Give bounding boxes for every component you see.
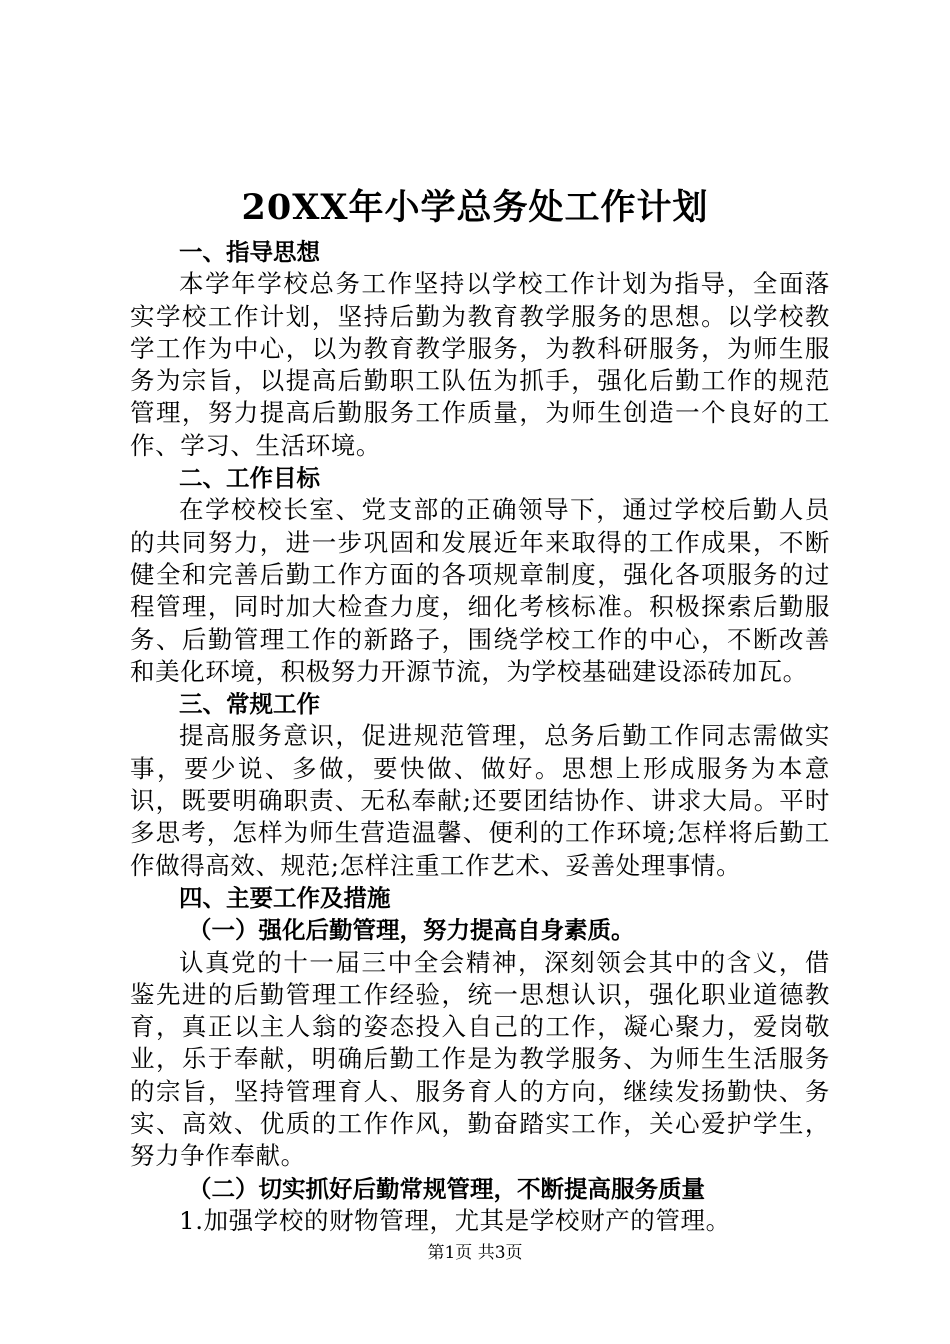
subsection-heading-2: （二）切实抓好后勤常规管理，不断提高服务质量 bbox=[188, 1174, 705, 1203]
list-item-1: 1.加强学校的财物管理，尤其是学校财产的管理。 bbox=[179, 1205, 731, 1235]
section-paragraph-work-goals: 在学校校长室、党支部的正确领导下，通过学校后勤人员的共同努力，进一步巩固和发展近年来取得的工作成果，不断健全和完善后勤工作方面的各项规章制度，强化各项服务的过程管理，同时加大检查力度，细化考核标准。积极探索后勤服务、后勤管理工作的新路子，围绕学校工作的中心，不断改善和美化环境，积极努力开源节流，为学校基础建设添砖加瓦。 bbox=[130, 495, 830, 686]
section-heading-main-work: 四、主要工作及措施 bbox=[179, 883, 391, 912]
subsection-heading-1: （一）强化后勤管理，努力提高自身素质。 bbox=[188, 916, 635, 945]
subsection-paragraph-1: 认真党的十一届三中全会精神，深刻领会其中的含义，借鉴先进的后勤管理工作经验，统一思想认识，强化职业道德教育，真正以主人翁的姿态投入自己的工作，凝心聚力，爱岗敬业，乐于奉献，明确后勤工作是为教学服务、为师生生活服务的宗旨，坚持管理育人、服务育人的方向，继续发扬勤快、务实、高效、优质的工作作风，勤奋踏实工作，关心爱护学生，努力争作奉献。 bbox=[130, 947, 830, 1171]
section-paragraph-guiding-ideology: 本学年学校总务工作坚持以学校工作计划为指导，全面落实学校工作计划，坚持后勤为教育教学服务的思想。以学校教学工作为中心，以为教育教学服务，为教科研服务，为师生服务为宗旨，以提高后勤职工队伍为抓手，强化后勤工作的规范管理，努力提高后勤服务工作质量，为师生创造一个良好的工作、学习、生活环境。 bbox=[130, 269, 830, 460]
section-heading-guiding-ideology: 一、指导思想 bbox=[179, 238, 320, 266]
section-heading-work-goals: 二、工作目标 bbox=[179, 464, 320, 493]
section-heading-routine-work: 三、常规工作 bbox=[179, 690, 320, 719]
document-title: 20XX年小学总务处工作计划 bbox=[241, 187, 709, 228]
document-body bbox=[130, 236, 830, 1237]
section-paragraph-routine-work: 提高服务意识，促进规范管理，总务后勤工作同志需做实事，要少说、多做，要快做、做好。思想上形成服务为本意识，既要明确职责、无私奉献;还要团结协作、讲求大局。平时多思考，怎样为师生营造温馨、便利的工作环境;怎样将后勤工作做得高效、规范;怎样注重工作艺术、妥善处理事情。 bbox=[130, 721, 830, 880]
page-footer: 第1页 共3页 bbox=[427, 1243, 523, 1263]
